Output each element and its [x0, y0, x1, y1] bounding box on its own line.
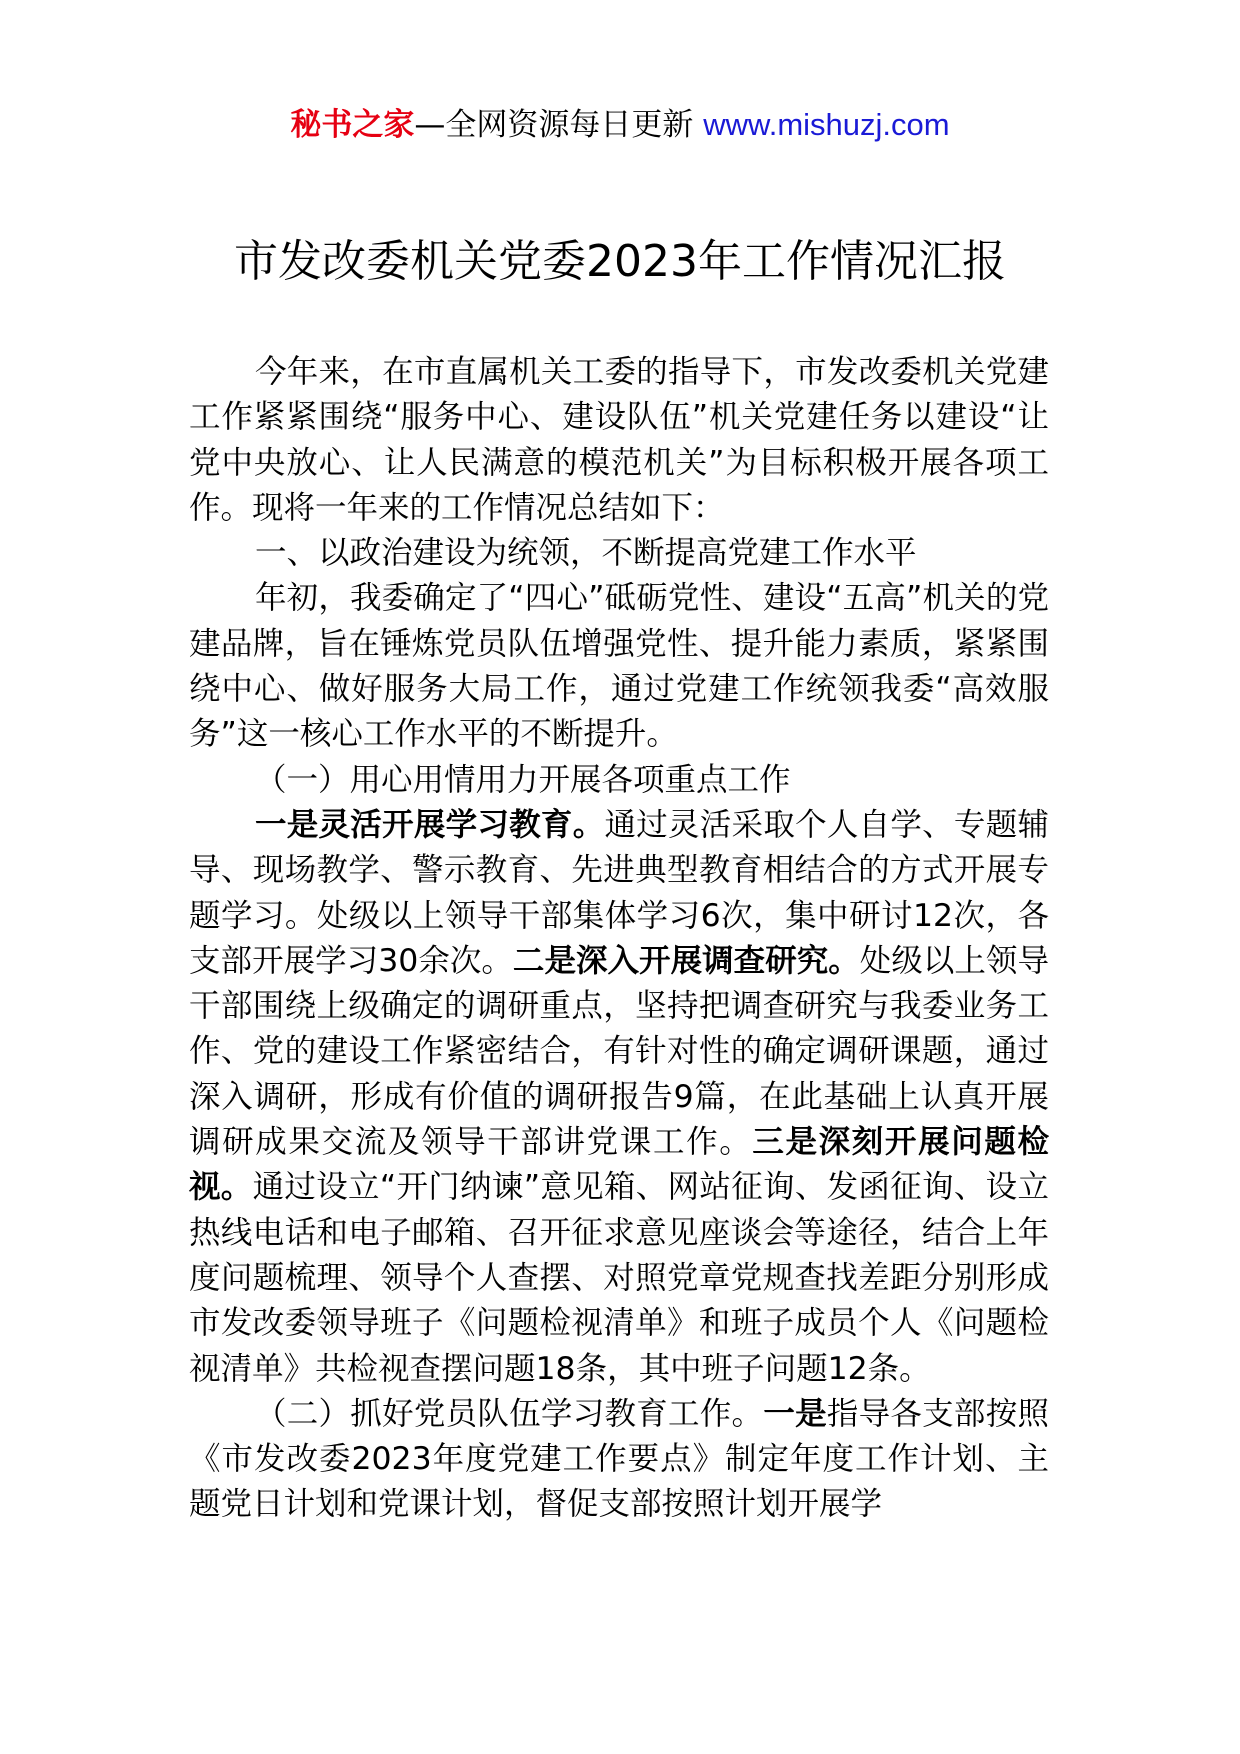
point-1-lead: 一是灵活开展学习教育。	[255, 806, 605, 843]
section-1-heading: 一、以政治建设为统领，不断提高党建工作水平	[255, 535, 917, 572]
point-3-text: 通过设立“开门纳谏”意见箱、网站征询、发函征询、设立热线电话和电子邮箱、召开征求意见座谈会等途径，结合上年度问题梳理、领导个人查摆、对照党章党规查找差距分别形成市发改委领导班子《问题检视清单》和班子成员个人《问题检视清单》共检视查摆问题18条，其中班子问题12条。	[189, 1169, 1049, 1387]
section-1-body: 年初，我委确定了“四心”砥砺党性、建设“五高”机关的党建品牌，旨在锤炼党员队伍增强党性、提升能力素质，紧紧围绕中心、做好服务大局工作，通过党建工作统领我委“高效服务”这一核心工作水平的不断提升。	[189, 580, 1049, 753]
document-title: 市发改委机关党委2023年工作情况汇报	[234, 236, 1006, 287]
subsection-2-point-1-text: 指导各支部按照《市发改委2023年度党建工作要点》制定年度工作计划、主题党日计划和党课计划，督促支部按照计划开展学	[189, 1395, 1049, 1523]
site-header	[0, 103, 1240, 147]
point-2-text: 处级以上领导干部围绕上级确定的调研重点，坚持把调查研究与我委业务工作、党的建设工作紧密结合，有针对性的确定调研课题，通过深入调研，形成有价值的调研报告9篇，在此基础上认真开展调研成果交流及领导干部讲党课工作。	[189, 942, 1049, 1161]
subsection-2-heading: （二）抓好党员队伍学习教育工作。	[255, 1395, 764, 1432]
subsection-2-paragraph	[189, 1392, 1049, 1528]
header-tagline: —全网资源每日更新	[414, 107, 694, 143]
site-url[interactable]: www.mishuzj.com	[703, 107, 950, 142]
key-work-paragraph	[189, 803, 1049, 1392]
intro-paragraph: 今年来，在市直属机关工委的指导下，市发改委机关党建工作紧紧围绕“服务中心、建设队伍”机关党建任务以建设“让党中央放心、让人民满意的模范机关”为目标积极开展各项工作。现将一年来的工作情况总结如下：	[189, 354, 1049, 526]
brand-name: 秘书之家	[290, 107, 415, 143]
point-2-lead: 二是深入开展调查研究。	[512, 942, 860, 979]
document-body	[189, 350, 1049, 1528]
subsection-2-point-1-lead: 一是	[763, 1395, 827, 1432]
point-3-lead: 三是深刻开展问题检视。	[189, 1124, 1049, 1206]
subsection-1-heading: （一）用心用情用力开展各项重点工作	[255, 761, 791, 798]
point-1-text: 通过灵活采取个人自学、专题辅导、现场教学、警示教育、先进典型教育相结合的方式开展专题学习。处级以上领导干部集体学习6次，集中研讨12次，各支部开展学习30余次。	[189, 806, 1049, 979]
